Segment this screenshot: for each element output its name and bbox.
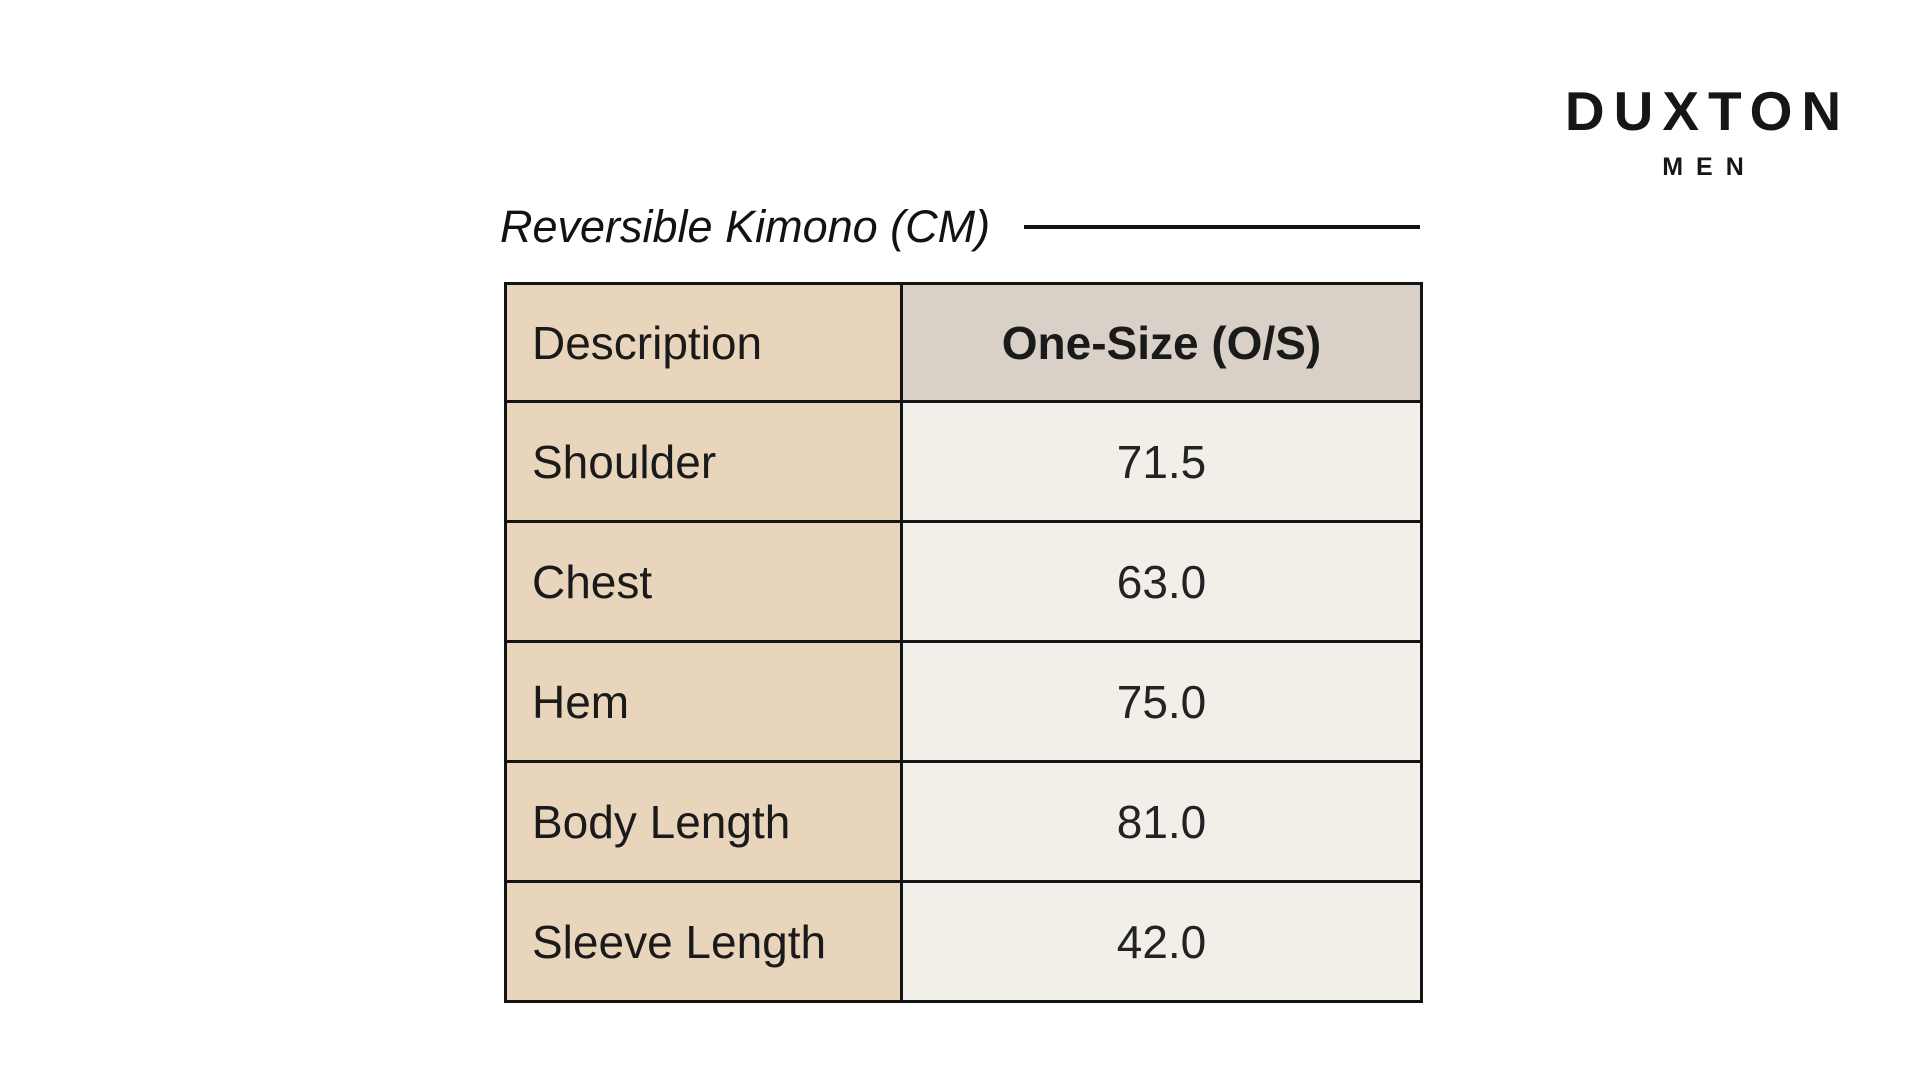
header-row: [506, 284, 1422, 402]
page-title: Reversible Kimono (CM): [500, 201, 991, 252]
table-row-shoulder: [506, 402, 1422, 522]
brand-name: DUXTON: [1564, 80, 1851, 142]
row-label: Hem: [506, 642, 902, 762]
table-row-sleeve-length: [506, 882, 1422, 1002]
row-label: Chest: [506, 522, 902, 642]
row-value: 81.0: [902, 762, 1422, 882]
title-rule: [1024, 225, 1420, 229]
brand-subtitle: MEN: [1662, 153, 1757, 181]
column-header-one-size: One-Size (O/S): [902, 284, 1422, 402]
table-row-hem: [506, 642, 1422, 762]
row-label: Body Length: [506, 762, 902, 882]
table-row-body-length: [506, 762, 1422, 882]
row-value: 71.5: [902, 402, 1422, 522]
column-header-description: Description: [506, 284, 902, 402]
size-table: [504, 282, 1423, 1003]
table-row-chest: [506, 522, 1422, 642]
row-value: 63.0: [902, 522, 1422, 642]
row-value: 42.0: [902, 882, 1422, 1002]
title-row: [500, 201, 1420, 253]
row-label: Sleeve Length: [506, 882, 902, 1002]
row-value: 75.0: [902, 642, 1422, 762]
brand-logo: [1558, 80, 1851, 181]
row-label: Shoulder: [506, 402, 902, 522]
